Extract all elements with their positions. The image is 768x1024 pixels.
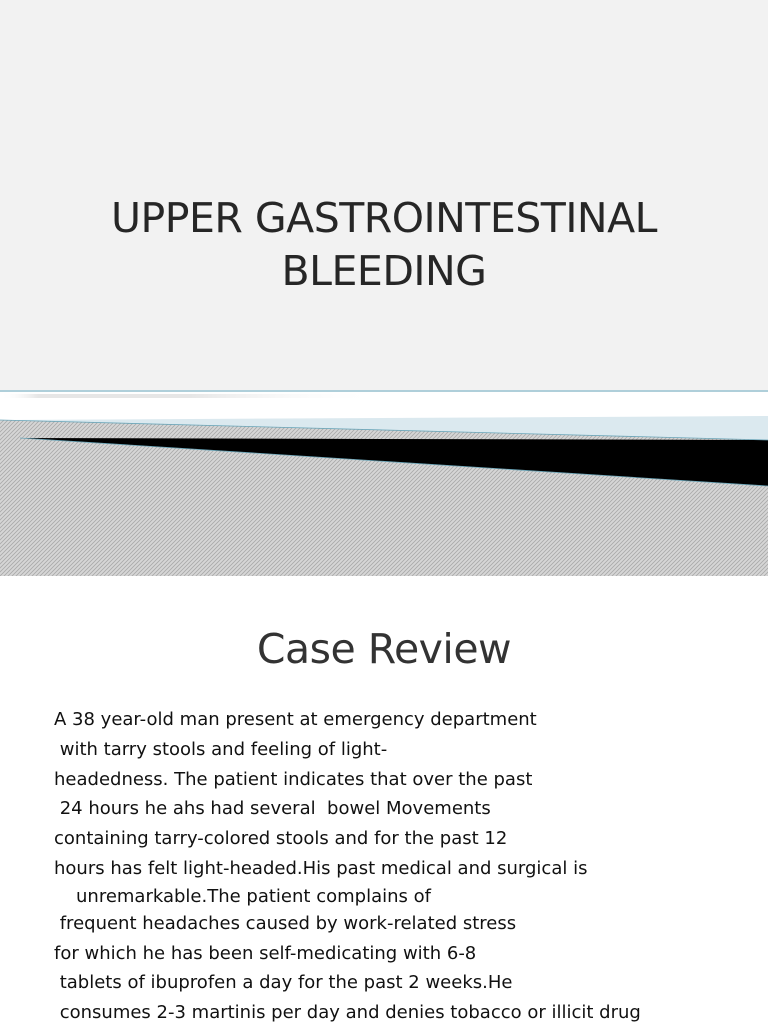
case-review-line: unremarkable.The patient complains of	[76, 885, 431, 907]
case-review-slide	[0, 576, 768, 1024]
case-review-line: headedness. The patient indicates that over the past	[54, 768, 533, 790]
case-review-line: 24 hours he ahs had several bowel Movements	[54, 798, 491, 820]
case-review-line: tablets of ibuprofen a day for the past 2 weeks.He	[54, 972, 513, 994]
case-review-line: frequent headaches caused by work-related stress	[54, 912, 517, 934]
case-review-line: for which he has been self-medicating with 6-8	[54, 942, 477, 964]
case-review-line: consumes 2-3 martinis per day and denies tobacco or illicit drug	[54, 1002, 641, 1024]
slide-title-line-1: UPPER GASTROINTESTINAL	[111, 194, 657, 242]
decorative-band	[0, 380, 768, 576]
band-faint-stripe	[0, 394, 380, 398]
case-review-line: with tarry stools and feeling of light-	[54, 738, 388, 760]
case-review-text	[54, 705, 754, 1024]
slide-title	[0, 192, 768, 298]
case-review-heading: Case Review	[256, 625, 512, 673]
case-review-line: containing tarry-colored stools and for the past 12	[54, 828, 508, 850]
slide-title-line-2: BLEEDING	[281, 247, 487, 295]
case-review-line: A 38 year-old man present at emergency department	[54, 709, 537, 730]
case-review-line: hours has felt light-headed.His past medical and surgical is	[54, 857, 588, 879]
